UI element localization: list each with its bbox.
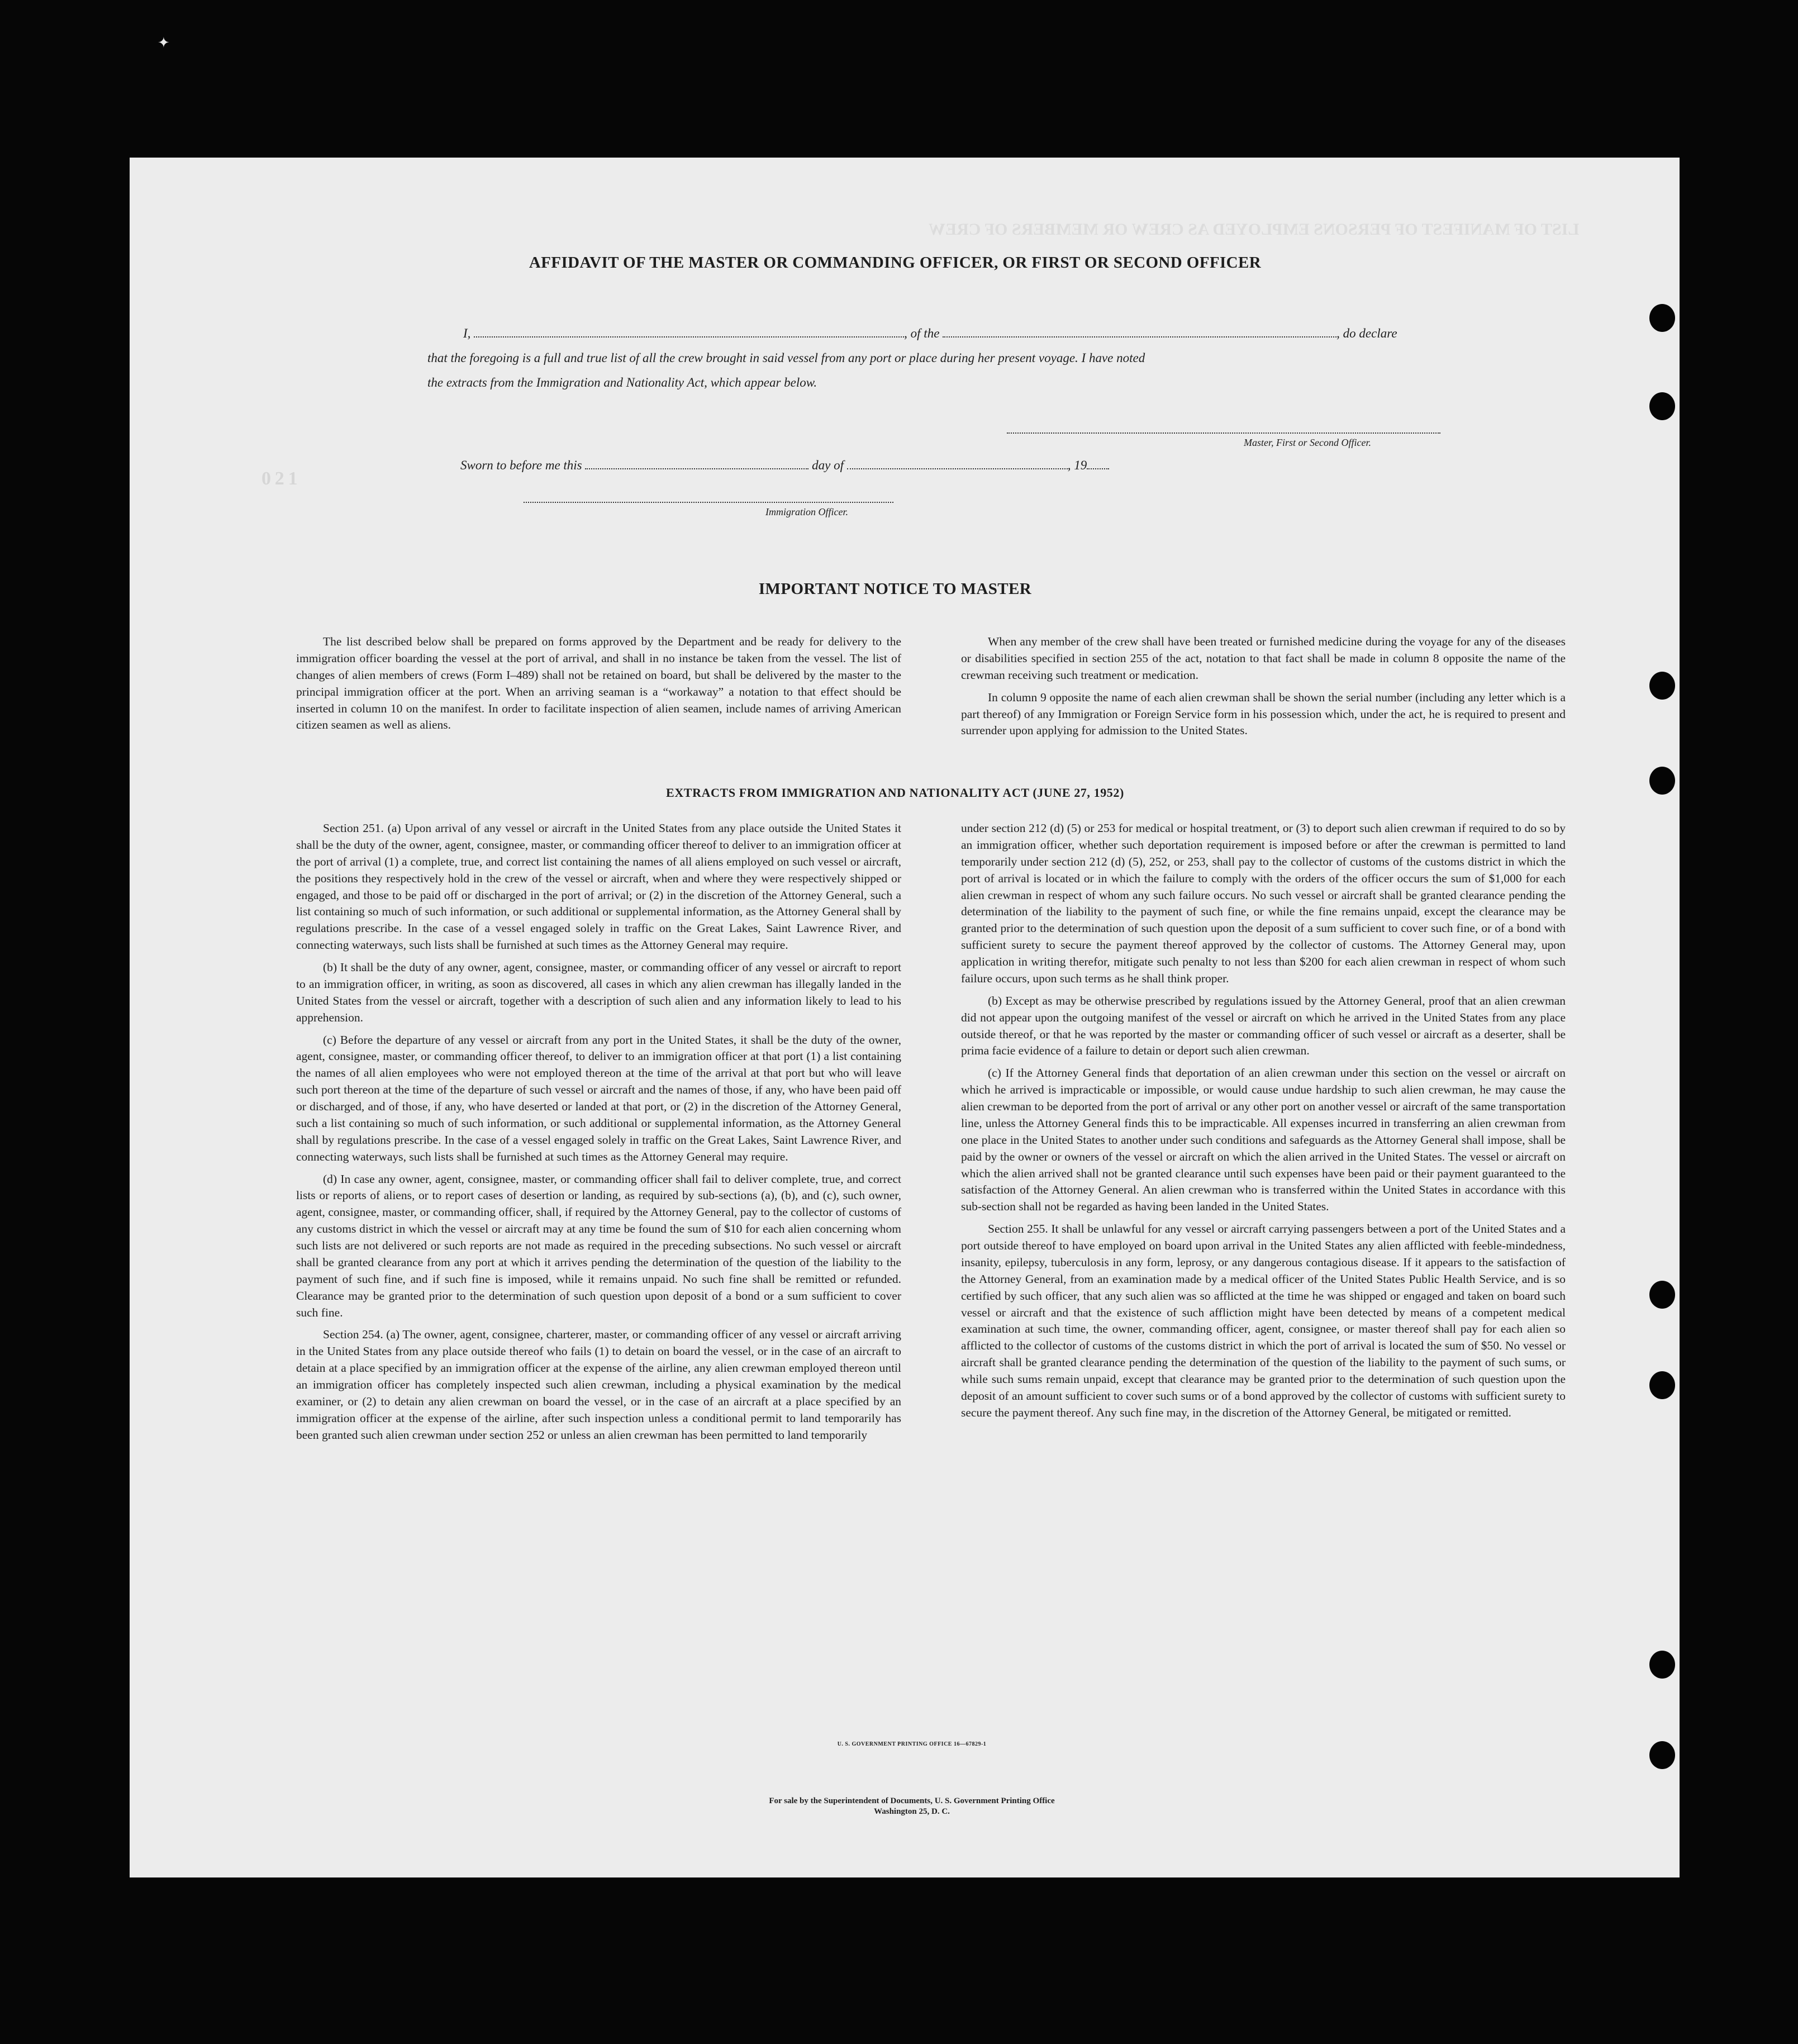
- extracts-right-column: [961, 820, 1566, 1427]
- affidavit-line-3: the extracts from the Immigration and Nationality Act, which appear below.: [427, 375, 817, 389]
- day-of-label: day of: [812, 458, 844, 472]
- sworn-label: Sworn to before me this: [460, 458, 582, 472]
- year-label: , 19: [1067, 458, 1087, 472]
- section-251-a: Section 251. (a) Upon arrival of any vessel or aircraft in the United States from any place outside the United States it shall be the duty of the owner, agent, consignee, master, or commanding officer thereof to deliver to an immigration officer at the port of arrival (1) a complete, true, and correct list containing the names of all aliens employed on such vessel or aircraft, the positions they respectively hold in the crew of the vessel or aircraft, when and where they were respectively shipped or engaged, and those to be paid off or discharged in the port of arrival; or (2) in the discretion of the Attorney General, such a list containing so much of such information, or such additional or supplemental information, as the Attorney General shall by regulations prescribe. In the case of a vessel engaged solely in traffic on the Great Lakes, Saint Lawrence River, and connecting waterways, such lists shall be furnished at such times as the Attorney General may require.: [296, 821, 901, 952]
- section-251-c: (c) Before the departure of any vessel or aircraft from any port in the United States, it shall be the duty of the owner, agent, consignee, master, or commanding officer thereof, to deliver to an immigration officer at that port (1) a list containing the names of all alien employees who were not employed thereon at the time of the arrival at that port but who will leave such port thereon at the time of the departure of such vessel or aircraft and the names of those, if any, who have been paid off or discharged, and of those, if any, who have deserted or landed at that port, or (2) in the discretion of the Attorney General, such a list containing so much of such information, or such additional or supplemental information, as the Attorney General shall by regulations prescribe. In the case of a vessel engaged solely in traffic on the Great Lakes, Saint Lawrence River, and connecting waterways, such lists shall be furnished at such times as the Attorney General may require.: [296, 1033, 901, 1163]
- sworn-year-field[interactable]: [1087, 468, 1109, 469]
- scan-mark: ✦: [158, 35, 170, 51]
- punch-hole: [1649, 1651, 1675, 1679]
- section-254-c: (c) If the Attorney General finds that deportation of an alien crewman under this section on the vessel or aircraft on which he arrived is impracticable or impossible, or would cause undue hardship to such alien crewman, he may cause the alien crewman to be deported from the port of arrival or any other port on another vessel or aircraft of the same transportation line, unless the Attorney General finds this to be impracticable. All expenses incurred in transferring an alien crewman from one place in the United States to another under such conditions and safeguards as the Attorney General shall impose, shall be paid by the owner or owners of the vessel or aircraft on which the alien arrived in the United States. The vessel or aircraft on which the alien arrived shall not be granted clearance until such expenses have been paid or their payment guaranteed to the satisfaction of the Attorney General. An alien crewman who is transferred within the United States in accordance with this sub-section shall not be regarded as having been landed in the United States.: [961, 1066, 1566, 1214]
- master-signature-caption: Master, First or Second Officer.: [1244, 437, 1371, 448]
- affidavit-declaration-line: [463, 326, 1397, 341]
- section-251-b: (b) It shall be the duty of any owner, agent, consignee, master, or commanding officer of any vessel or aircraft to report to an immigration officer, in writing, as soon as discovered, all cases in which any alien crewman has illegally landed in the United States from the vessel or aircraft, together with a description of such alien and any information likely to lead to his apprehension.: [296, 961, 901, 1024]
- section-251-d: (d) In case any owner, agent, consignee, master, or commanding officer shall fail to deliver complete, true, and correct lists or reports of aliens, or to report cases of desertion or landing, as required by sub-sections (a), (b), and (c), such owner, agent, consignee, master, or commanding officer, shall, if required by the Attorney General, pay to the collector of customs of any customs district in which the vessel or aircraft may at any time be found the sum of $10 for each alien concerning whom such lists are not delivered or such reports are not made as required in the preceding subsections. No such vessel or aircraft shall be granted clearance from any port at which it arrives pending the determination of the question of the liability to the payment of such fine, and if such fine is imposed, while it remains unpaid. No such fine shall be remitted or refunded. Clearance may be granted prior to the determination of such question upon deposit of a bond or a sum sufficient to cover such fine.: [296, 1172, 901, 1319]
- notice-paragraph: The list described below shall be prepared on forms approved by the Department and be ready for delivery to the immigration officer boarding the vessel at the port of arrival, and shall in no instance be taken from the vessel. The list of changes of alien members of crews (Form I–489) shall not be retained on board, but shall be delivered by the master to the principal immigration officer at the port. When an arriving seaman is a “workaway” a notation to that effect should be inserted in column 10 on the manifest. In order to facilitate inspection of alien seamen, include names of arriving American citizen seamen as well as aliens.: [296, 635, 901, 732]
- notice-paragraph: When any member of the crew shall have been treated or furnished medicine during the voyage for any of the diseases or disabilities specified in section 255 of the act, notation to that fact shall be made in column 8 opposite the name of the crewman receiving such treatment or medication.: [961, 635, 1566, 682]
- notice-right-column: [961, 634, 1566, 745]
- notice-left-column: [296, 634, 901, 739]
- master-signature-line[interactable]: [1007, 432, 1440, 434]
- of-the-label: , of the: [904, 326, 940, 340]
- do-declare-label: , do declare: [1336, 326, 1397, 340]
- bleed-through-mark: 0 2 1: [261, 468, 298, 489]
- extracts-title: EXTRACTS FROM IMMIGRATION AND NATIONALITY ACT (JUNE 27, 1952): [666, 786, 1124, 800]
- punch-hole: [1649, 767, 1675, 795]
- vessel-name-field[interactable]: [943, 336, 1336, 338]
- for-sale-line-1: For sale by the Superintendent of Documents, U. S. Government Printing Office: [769, 1796, 1055, 1805]
- section-254-b: (b) Except as may be otherwise prescribed by regulations issued by the Attorney General, proof that an alien crewman did not appear upon the outgoing manifest of the vessel or aircraft on which he arrived in the United States from any place outside thereof, or that he was reported by the master or commanding officer of such vessel or aircraft as a deserter, shall be prima facie evidence of a failure to detain or deport such alien crewman.: [961, 994, 1566, 1058]
- extracts-left-column: [296, 820, 901, 1449]
- section-254-a: Section 254. (a) The owner, agent, consignee, charterer, master, or commanding officer of any vessel or aircraft arriving in the United States from any place outside thereof who fails (1) to detain on board the vessel, or in the case of an aircraft to detain at a place specified by an immigration officer at the expense of the airline, any alien crewman employed thereon until an immigration officer has completely inspected such alien crewman, including a physical examination by the medical examiner, or (2) to detain any alien crewman on board the vessel, or in the case of an aircraft at a place specified by an immigration officer at the expense of the airline, after such inspection unless a conditional permit to land temporarily has been granted such alien crewman under section 252 or unless an alien crewman has been permitted to land temporarily: [296, 1328, 901, 1442]
- section-254-a-continued: under section 212 (d) (5) or 253 for medical or hospital treatment, or (3) to deport such alien crewman if required to do so by an immigration officer, whether such deportation requirement is imposed before or after the crewman is permitted to land temporarily under section 212 (d) (5), 252, or 253, shall pay to the collector of customs of the customs district in which the port of arrival is located or in which the failure to comply with the orders of the officer occurs the sum of $1,000 for each alien crewman in respect of whom any such failure occurs. No such vessel or aircraft shall be granted clearance pending the determination of the liability to the payment of such fine, or while the fine remains unpaid, except the clearance may be granted prior to the determination of such question upon the deposit of a sum sufficient to cover such fine, or of a bond with sufficient surety to secure the payment thereof approved by the collector of customs. The Attorney General may, upon application in writing therefor, mitigate such penalty to not less than $200 for each alien crewman in respect of whom such failure occurs, upon such terms as he shall think proper.: [961, 821, 1566, 985]
- immigration-officer-caption: Immigration Officer.: [765, 506, 848, 517]
- punch-hole: [1649, 392, 1675, 420]
- printer-imprint: U. S. GOVERNMENT PRINTING OFFICE 16—67829-1: [837, 1741, 987, 1747]
- affidavit-line-2: that the foregoing is a full and true list of all the crew brought in said vessel from any port or place during her present voyage. I have noted: [427, 351, 1145, 365]
- immigration-officer-signature-line[interactable]: [524, 502, 893, 503]
- punch-hole: [1649, 304, 1675, 332]
- sworn-month-field[interactable]: [847, 468, 1068, 469]
- bleed-through-title: LIST OF MANIFEST OF PERSONS EMPLOYED AS CREW OR MEMBERS OF CREW: [929, 220, 1580, 239]
- for-sale-line-2: Washington 25, D. C.: [874, 1807, 950, 1816]
- i-label: I,: [463, 326, 471, 340]
- section-255: Section 255. It shall be unlawful for any vessel or aircraft carrying passengers between a port of the United States and a port outside thereof to have employed on board upon arrival in the United States any alien afflicted with feeble-mindedness, insanity, epilepsy, tuberculosis in any form, leprosy, or any dangerous contagious disease. If it appears to the satisfaction of the Attorney General, from an examination made by a medical officer of the United States Public Health Service, and is so certified by such officer, that any such alien was so afflicted at the time he was shipped or engaged and taken on board such vessel or aircraft and that the existence of such affliction might have been detected by means of a competent medical examination at such time, the owner, commanding officer, agent, consignee, or master thereof shall pay for each alien so afflicted to the collector of customs of the customs district in which the port of arrival is located the sum of $50. No vessel or aircraft shall be granted clearance pending the determination of the question of the liability to the payment of such sums, or while such sums remain unpaid, except that clearance may be granted prior to the determination of such question upon the deposit of an amount sufficient to cover such sums or of a bond approved by the collector of customs with sufficient surety to secure the payment thereof. Any such fine may, in the discretion of the Attorney General, be mitigated or remitted.: [961, 1222, 1566, 1419]
- punch-hole: [1649, 672, 1675, 700]
- sworn-line: [460, 458, 1109, 473]
- for-sale-notice: [632, 1796, 1191, 1817]
- master-name-field[interactable]: [474, 336, 904, 338]
- notice-paragraph: In column 9 opposite the name of each alien crewman shall be shown the serial number (including any letter which is a part thereof) of any Immigration or Foreign Service form in his possession which, under the act, he is required to present and surrender upon applying for admission to the United States.: [961, 690, 1566, 738]
- punch-hole: [1649, 1371, 1675, 1399]
- notice-title: IMPORTANT NOTICE TO MASTER: [758, 580, 1032, 598]
- affidavit-title: AFFIDAVIT OF THE MASTER OR COMMANDING OFFICER, OR FIRST OR SECOND OFFICER: [529, 254, 1262, 272]
- punch-hole: [1649, 1741, 1675, 1769]
- sworn-day-field[interactable]: [585, 468, 808, 469]
- punch-hole: [1649, 1281, 1675, 1309]
- form-sheet: [130, 158, 1680, 1877]
